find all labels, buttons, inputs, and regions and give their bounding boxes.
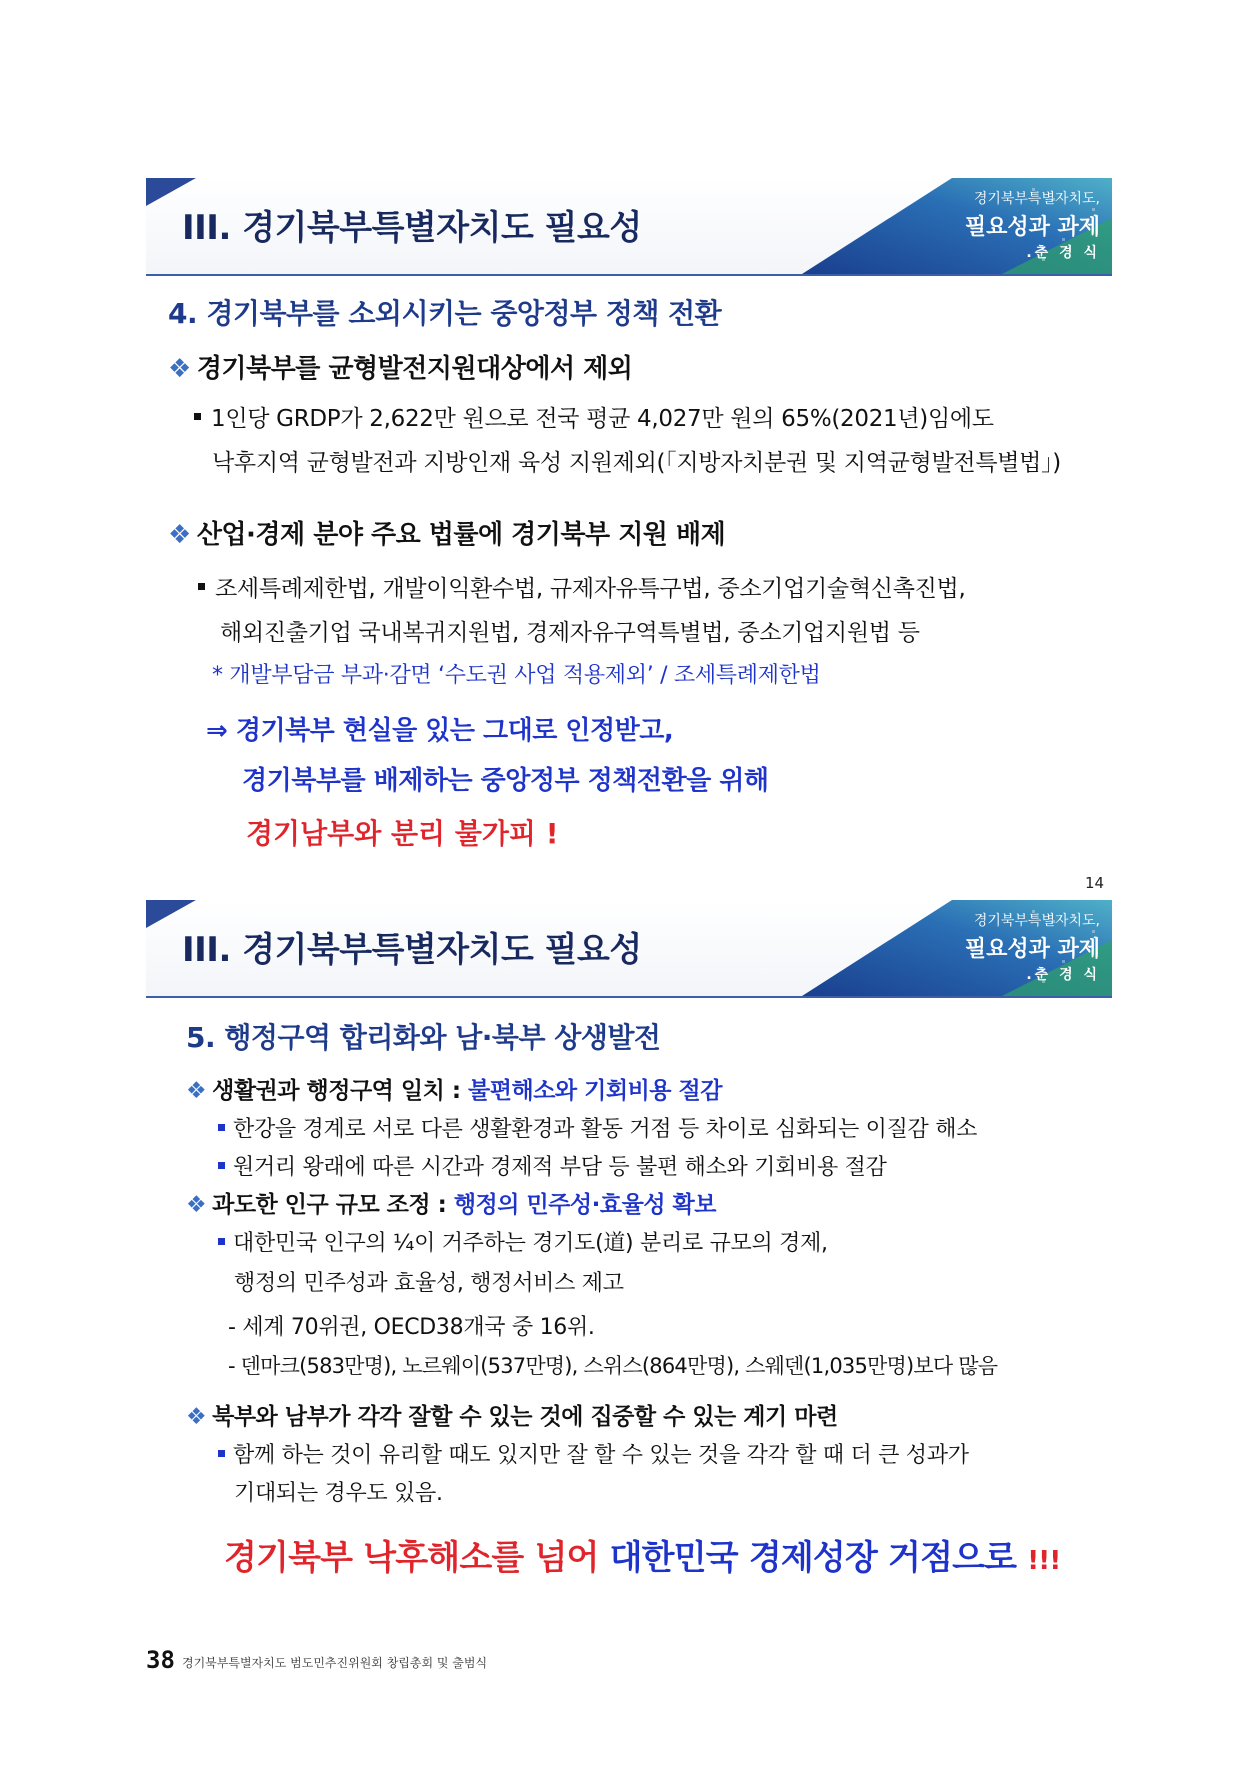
badge-subtitle: 경기북부특별자치도,: [973, 913, 1100, 929]
slide-number: 14: [1085, 874, 1105, 892]
sub-heading: [168, 514, 725, 551]
sub-heading-text: 북부와 남부가 각각 잘할 수 있는 것에 집중할 수 있는 계기 마련: [212, 1404, 838, 1430]
final-statement: [224, 1530, 1060, 1579]
sub-heading-emphasis: 행정의 민주성·효율성 확보: [453, 1192, 716, 1218]
bullet-item: [198, 570, 965, 603]
dash-item: - 덴마크(583만명), 노르웨이(537만명), 스위스(864만명), 스웨덴(1,035만명)보다 많음: [228, 1354, 998, 1378]
square-bullet-icon: [194, 413, 201, 420]
diamond-bullet-icon: ❖: [168, 520, 191, 550]
final-statement-red: 경기북부 낙후해소를 넘어: [224, 1538, 610, 1578]
sub-heading-text: 생활권과 행정구역 일치 :: [212, 1078, 469, 1104]
sub-heading-text: 경기북부를 균형발전지원대상에서 제외: [196, 354, 633, 384]
slide-header: [146, 900, 1112, 998]
diamond-bullet-icon: ❖: [186, 1078, 207, 1104]
footnote: * 개발부담금 부과·감면 ‘수도권 사업 적용제외’ / 조세특례제한법: [212, 663, 821, 688]
sub-heading-text: 산업·경제 분야 주요 법률에 경기북부 지원 배제: [196, 520, 726, 550]
section-title: 5. 행정구역 합리화와 남·북부 상생발전: [186, 1021, 661, 1054]
bullet-continuation: 기대되는 경우도 있음.: [234, 1481, 443, 1506]
footer-text: 경기북부특별자치도 범도민추진위원회 창립총회 및 출범식: [182, 1656, 488, 1670]
title-badge: [802, 178, 1112, 274]
slide-1: [146, 178, 1112, 868]
page-number: 38: [146, 1646, 175, 1674]
slide-header: [146, 178, 1112, 276]
sub-heading: [186, 1186, 716, 1219]
bullet-text: 함께 하는 것이 유리할 때도 있지만 잘 할 수 있는 것을 각각 할 때 더 큰 성과가: [233, 1443, 969, 1468]
badge-subtitle: 경기북부특별자치도,: [973, 191, 1100, 207]
square-bullet-icon: [198, 583, 205, 590]
dash-item: - 세계 70위권, OECD38개국 중 16위.: [228, 1315, 595, 1340]
diamond-bullet-icon: ❖: [168, 354, 191, 384]
sub-heading-text: 과도한 인구 규모 조정 :: [212, 1192, 454, 1218]
conclusion-line: ⇒ 경기북부 현실을 있는 그대로 인정받고,: [206, 716, 674, 746]
bullet-text: 원거리 왕래에 따른 시간과 경제적 부담 등 불편 해소와 기회비용 절감: [233, 1155, 887, 1180]
title-badge: [802, 900, 1112, 996]
section-title: 4. 경기북부를 소외시키는 중앙정부 정책 전환: [168, 297, 722, 330]
bullet-continuation: 해외진출기업 국내복귀지원법, 경제자유구역특별법, 중소기업지원법 등: [220, 620, 920, 646]
bullet-text: 1인당 GRDP가 2,622만 원으로 전국 평균 4,027만 원의 65%(2021년)임에도: [211, 406, 994, 432]
badge-title: 필요성과 과제: [964, 937, 1100, 962]
bullet-text: 대한민국 인구의 ¼이 거주하는 경기도(道) 분리로 규모의 경제,: [233, 1231, 828, 1256]
conclusion-line: 경기북부를 배제하는 중앙정부 정책전환을 위해: [242, 766, 769, 796]
bullet-item: [194, 400, 994, 433]
bullet-item: [218, 1150, 887, 1181]
slide-2: [146, 900, 1112, 1600]
badge-author: .춘 경 식: [1026, 967, 1100, 983]
badge-title: 필요성과 과제: [964, 215, 1100, 240]
diamond-bullet-icon: ❖: [186, 1404, 207, 1430]
bullet-continuation: 행정의 민주성과 효율성, 행정서비스 제고: [234, 1271, 624, 1296]
bullet-continuation: 낙후지역 균형발전과 지방인재 육성 지원제외(「지방자치분권 및 지역균형발전특별법」): [212, 450, 1061, 476]
bullet-item: [218, 1112, 977, 1143]
bullet-item: [218, 1438, 969, 1469]
sub-heading: [186, 1398, 838, 1431]
badge-author: .춘 경 식: [1026, 245, 1100, 261]
square-bullet-icon: [218, 1450, 225, 1457]
square-bullet-icon: [218, 1124, 225, 1131]
sub-heading-emphasis: 불편해소와 기회비용 절감: [468, 1078, 722, 1104]
slide-title: III. 경기북부특별자치도 필요성: [182, 930, 642, 970]
final-statement-exclaim: !!!: [1027, 1546, 1061, 1576]
square-bullet-icon: [218, 1238, 225, 1245]
final-statement-blue: 대한민국 경제성장 거점으로: [609, 1538, 1028, 1578]
bullet-text: 조세특례제한법, 개발이익환수법, 규제자유특구법, 중소기업기술혁신촉진법,: [215, 576, 966, 602]
diamond-bullet-icon: ❖: [186, 1192, 207, 1218]
square-bullet-icon: [218, 1162, 225, 1169]
bullet-item: [218, 1226, 828, 1257]
sub-heading: [186, 1072, 722, 1105]
sub-heading: [168, 348, 632, 385]
conclusion-emphasis: 경기남부와 분리 불가피 !: [246, 817, 559, 850]
slide-title: III. 경기북부특별자치도 필요성: [182, 208, 642, 248]
bullet-text: 한강을 경계로 서로 다른 생활환경과 활동 거점 등 차이로 심화되는 이질감 해소: [233, 1117, 978, 1142]
